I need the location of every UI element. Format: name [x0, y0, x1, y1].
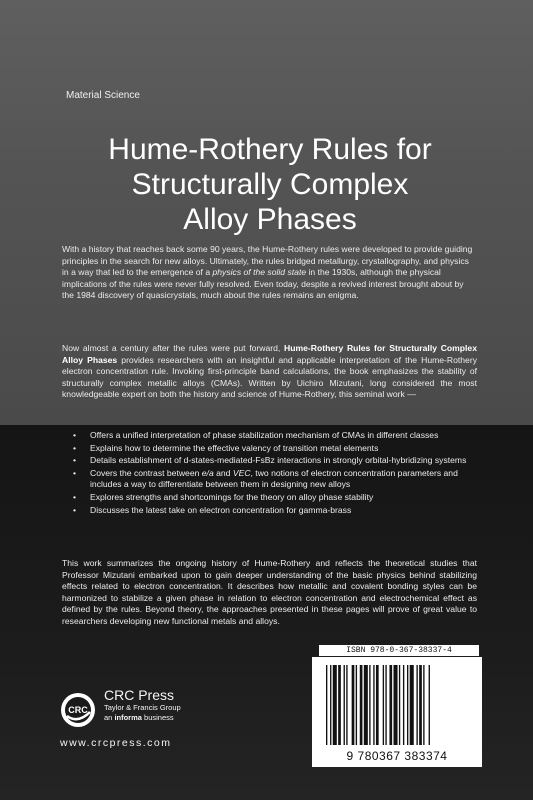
- crc-logo-icon: [60, 692, 96, 728]
- intro-paragraph: With a history that reaches back some 90 years, the Hume-Rothery rules were developed to provide guiding principles in the search for new alloys. Ultimately, the rules bridged metallurgy, crystallography, and physics in a way that led to the emergence of a physics of the solid state in the 1930s, although the physical implications of the rules were never fully resolved. Even today, despite a revived interest brought about by the 1984 discovery of quasicrystals, much about the rules remains an enigma.: [62, 244, 473, 301]
- list-item: • Discusses the latest take on electron concentration for gamma-brass: [62, 505, 477, 517]
- book-title: [40, 132, 500, 237]
- isbn-label: ISBN 978-0-367-38337-4: [319, 645, 479, 656]
- barcode-bars: [312, 657, 482, 749]
- publisher-informa: an informa business: [104, 713, 174, 722]
- title-line: Structurally Complex: [131, 168, 409, 201]
- list-item: • Details establishment of d-states-mediated-FsBz interactions in strongly orbital-hybridizing systems: [62, 455, 477, 467]
- barcode-digits: 9 780367 383374: [346, 749, 448, 763]
- list-item: • Explains how to determine the effective valency of transition metal elements: [62, 443, 477, 455]
- barcode: [312, 657, 482, 767]
- publisher-name: CRC Press: [104, 687, 175, 703]
- publisher-block: [104, 687, 181, 723]
- summary-paragraph: This work summarizes the ongoing history of Hume-Rothery and reflects the theoretical studies that Professor Mizutani embarked upon to gain deeper understanding of the basic physics behind stabilizing effects related to electron concentration. It describes how metallic and covalent bonding styles can be harmonized to stabilize a given phase in relation to electron concentration and electrochemical effect as defined by the rules. Beyond theory, the approaches presented in these pages will prove of great value to researchers developing new functional metals and alloys.: [62, 558, 477, 626]
- title-line: Alloy Phases: [183, 203, 357, 236]
- publisher-group: Taylor & Francis Group: [104, 703, 181, 712]
- publisher-website: www.crcpress.com: [60, 737, 172, 749]
- list-item: • Covers the contrast between e/a and VEC, two notions of electron concentration parameters and includes a way to differentiate between them in designing new alloys: [62, 468, 477, 491]
- description-paragraph: Now almost a century after the rules were put forward, Hume-Rothery Rules for Structurally Complex Alloy Phases provides researchers with an insightful and applicable interpretation of the Hume-Rothery electron concentration rule. Invoking first-principle band calculations, the book emphasizes the stability of structurally complex metallic alloys (CMAs). Written by Uichiro Mizutani, long considered the most knowledgeable expert on both the history and science of Hume-Rothery, this seminal work —: [62, 343, 477, 400]
- category-label: Material Science: [66, 90, 140, 101]
- feature-list: [62, 430, 477, 517]
- title-line: Hume-Rothery Rules for: [108, 133, 432, 166]
- list-item: • Offers a unified interpretation of phase stabilization mechanism of CMAs in different classes: [62, 430, 477, 442]
- svg-text:CRC: CRC: [68, 705, 88, 715]
- list-item: • Explores strengths and shortcomings for the theory on alloy phase stability: [62, 492, 477, 504]
